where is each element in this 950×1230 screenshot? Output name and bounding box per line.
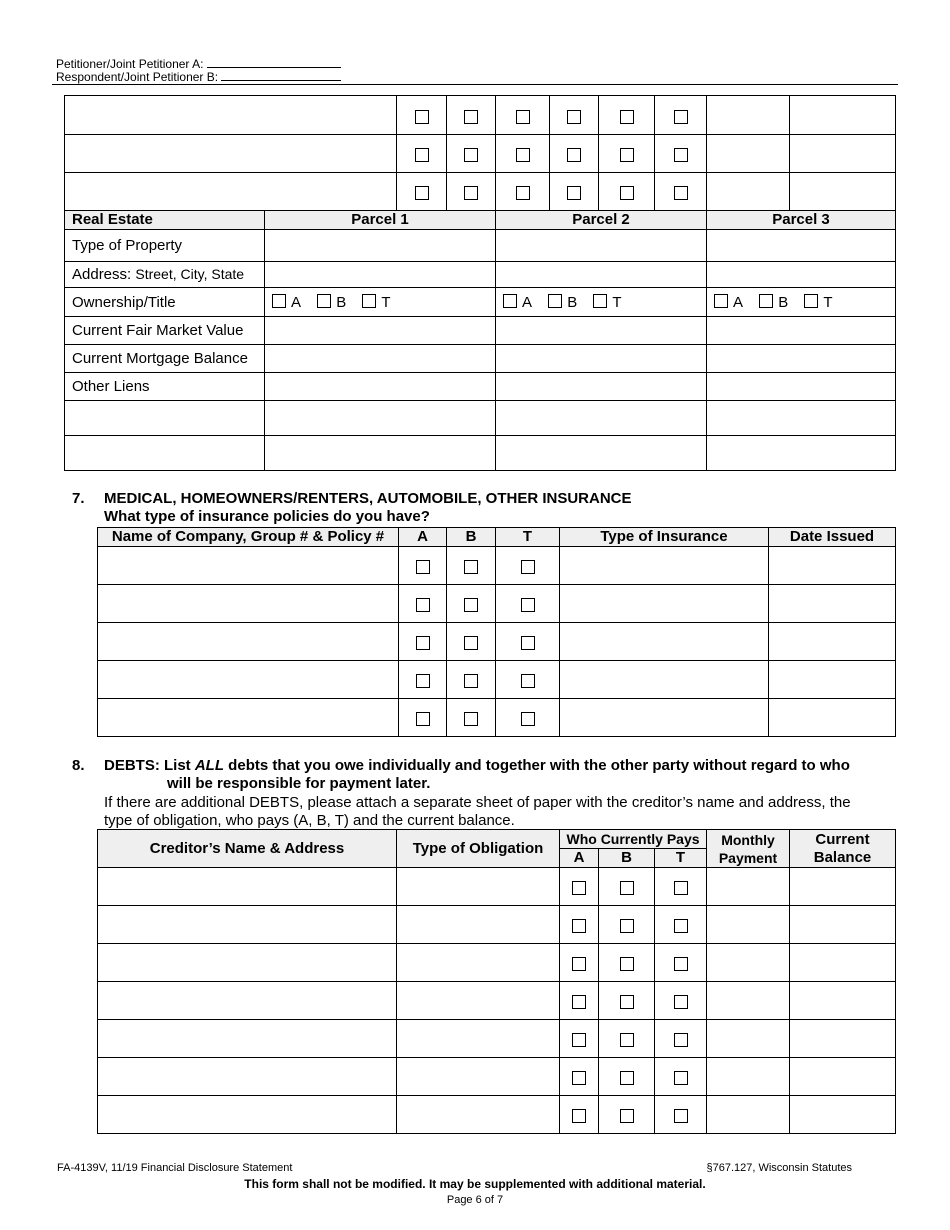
- parcel-1-heading: Parcel 1: [265, 211, 496, 230]
- col-obligation: Type of Obligation: [397, 830, 560, 868]
- date-issued-field[interactable]: [769, 585, 896, 623]
- col-company: Name of Company, Group # & Policy #: [98, 528, 399, 547]
- checkbox[interactable]: [674, 148, 688, 162]
- obligation-field[interactable]: [397, 868, 560, 906]
- page-number: Page 6 of 7: [446, 1194, 504, 1206]
- parcel-1-address-field[interactable]: [265, 262, 496, 288]
- checkbox-t[interactable]: [674, 957, 688, 971]
- real-estate-table: [64, 95, 896, 471]
- checkbox-b[interactable]: [620, 995, 634, 1009]
- table-row: [65, 317, 896, 345]
- checkbox-t[interactable]: [362, 294, 376, 308]
- col-t: T: [496, 528, 560, 547]
- parcel-2-heading: Parcel 2: [496, 211, 707, 230]
- checkbox-b[interactable]: [548, 294, 562, 308]
- section-8-number: 8.: [72, 757, 85, 774]
- checkbox-t[interactable]: [521, 674, 535, 688]
- date-issued-field[interactable]: [769, 661, 896, 699]
- col-insurance-type: Type of Insurance: [560, 528, 769, 547]
- type-of-property-label: Type of Property: [65, 230, 265, 262]
- checkbox-b[interactable]: [759, 294, 773, 308]
- creditor-field[interactable]: [98, 944, 397, 982]
- checkbox-b[interactable]: [620, 1071, 634, 1085]
- section-7-question: What type of insurance policies do you have?: [104, 508, 430, 525]
- value-cell[interactable]: [790, 135, 896, 173]
- creditor-field[interactable]: [98, 1096, 397, 1134]
- obligation-field[interactable]: [397, 1096, 560, 1134]
- current-balance-field[interactable]: [790, 944, 896, 982]
- current-balance-field[interactable]: [790, 1020, 896, 1058]
- section-8-note-line-2: type of obligation, who pays (A, B, T) and the current balance.: [104, 812, 515, 829]
- checkbox-a[interactable]: [416, 712, 430, 726]
- parcel-3-liens-field[interactable]: [707, 373, 896, 401]
- col-monthly-payment: Monthly Payment: [707, 830, 790, 868]
- checkbox-t[interactable]: [521, 636, 535, 650]
- checkbox-b[interactable]: [464, 598, 478, 612]
- checkbox-a[interactable]: [416, 560, 430, 574]
- extra-label-field[interactable]: [65, 436, 265, 471]
- table-row: [65, 96, 896, 135]
- obligation-field[interactable]: [397, 1058, 560, 1096]
- parcel-2-fmv-field[interactable]: [496, 317, 707, 345]
- value-cell[interactable]: [707, 173, 790, 211]
- checkbox[interactable]: [415, 110, 429, 124]
- parcel-2-liens-field[interactable]: [496, 373, 707, 401]
- parcel-2-mortgage-field[interactable]: [496, 345, 707, 373]
- header-divider: [52, 84, 898, 85]
- description-cell[interactable]: [65, 173, 397, 211]
- checkbox[interactable]: [674, 110, 688, 124]
- current-balance-field[interactable]: [790, 906, 896, 944]
- date-issued-field[interactable]: [769, 623, 896, 661]
- table-row: [65, 345, 896, 373]
- table-row: [98, 623, 896, 661]
- checkbox-b[interactable]: [620, 1109, 634, 1123]
- parcel-3-heading: Parcel 3: [707, 211, 896, 230]
- col-a: A: [399, 528, 447, 547]
- col-b: B: [447, 528, 496, 547]
- checkbox-b[interactable]: [464, 636, 478, 650]
- parcel-3-type-field[interactable]: [707, 230, 896, 262]
- address-label: Address: Street, City, State: [65, 262, 265, 288]
- checkbox[interactable]: [620, 110, 634, 124]
- current-balance-field[interactable]: [790, 1096, 896, 1134]
- mortgage-balance-label: Current Mortgage Balance: [65, 345, 265, 373]
- checkbox[interactable]: [567, 148, 581, 162]
- checkbox[interactable]: [516, 148, 530, 162]
- company-field[interactable]: [98, 547, 399, 585]
- date-issued-field[interactable]: [769, 547, 896, 585]
- insurance-type-field[interactable]: [560, 699, 769, 737]
- parcel-2-extra-field[interactable]: [496, 401, 707, 436]
- col-date-issued: Date Issued: [769, 528, 896, 547]
- company-field[interactable]: [98, 661, 399, 699]
- checkbox-b[interactable]: [620, 1033, 634, 1047]
- insurance-type-field[interactable]: [560, 547, 769, 585]
- parcel-1-fmv-field[interactable]: [265, 317, 496, 345]
- real-estate-heading: Real Estate: [65, 211, 265, 230]
- parcel-1-extra-field[interactable]: [265, 436, 496, 471]
- company-field[interactable]: [98, 699, 399, 737]
- description-cell[interactable]: [65, 96, 397, 135]
- parcel-3-mortgage-field[interactable]: [707, 345, 896, 373]
- checkbox-b[interactable]: [620, 919, 634, 933]
- current-balance-field[interactable]: [790, 982, 896, 1020]
- col-current-balance: Current Balance: [790, 830, 896, 868]
- checkbox-b[interactable]: [620, 957, 634, 971]
- checkbox-a[interactable]: [572, 1109, 586, 1123]
- checkbox-b[interactable]: [464, 712, 478, 726]
- modification-notice: This form shall not be modified. It may be supplemented with additional material.: [244, 1177, 706, 1191]
- checkbox-t[interactable]: [674, 881, 688, 895]
- table-row: [98, 868, 896, 906]
- extra-label-field[interactable]: [65, 401, 265, 436]
- table-row: [98, 661, 896, 699]
- parcel-3-ownership: A B T: [707, 288, 896, 317]
- checkbox[interactable]: [567, 110, 581, 124]
- checkbox-a[interactable]: [572, 1033, 586, 1047]
- section-7-number: 7.: [72, 490, 85, 507]
- checkbox-a[interactable]: [572, 957, 586, 971]
- insurance-table: [97, 527, 896, 737]
- parcel-2-extra-field[interactable]: [496, 436, 707, 471]
- creditor-field[interactable]: [98, 1058, 397, 1096]
- monthly-payment-field[interactable]: [707, 1058, 790, 1096]
- col-t: T: [655, 849, 707, 868]
- parcel-2-type-field[interactable]: [496, 230, 707, 262]
- creditor-field[interactable]: [98, 982, 397, 1020]
- ownership-label: Ownership/Title: [65, 288, 265, 317]
- checkbox[interactable]: [567, 186, 581, 200]
- statute-reference: §767.127, Wisconsin Statutes: [706, 1162, 852, 1174]
- checkbox-t[interactable]: [674, 1033, 688, 1047]
- debts-table: [97, 829, 896, 1134]
- table-row: [65, 135, 896, 173]
- checkbox-a[interactable]: [416, 674, 430, 688]
- table-row: [98, 585, 896, 623]
- petitioner-label: Petitioner/Joint Petitioner A:: [56, 57, 204, 71]
- checkbox-a[interactable]: [416, 598, 430, 612]
- checkbox-t[interactable]: [593, 294, 607, 308]
- respondent-line: [56, 70, 341, 84]
- checkbox[interactable]: [464, 186, 478, 200]
- col-who-pays: Who Currently Pays: [560, 830, 707, 849]
- insurance-type-field[interactable]: [560, 623, 769, 661]
- parcel-3-address-field[interactable]: [707, 262, 896, 288]
- checkbox[interactable]: [620, 148, 634, 162]
- value-cell[interactable]: [790, 173, 896, 211]
- table-row: [65, 373, 896, 401]
- obligation-field[interactable]: [397, 944, 560, 982]
- checkbox-t[interactable]: [674, 919, 688, 933]
- checkbox[interactable]: [516, 110, 530, 124]
- checkbox-t[interactable]: [521, 598, 535, 612]
- checkbox-t[interactable]: [674, 1071, 688, 1085]
- checkbox-a[interactable]: [572, 919, 586, 933]
- checkbox-t[interactable]: [674, 995, 688, 1009]
- creditor-field[interactable]: [98, 1020, 397, 1058]
- table-row: [65, 401, 896, 436]
- parcel-2-ownership: A B T: [496, 288, 707, 317]
- real-estate-header-row: [65, 211, 896, 230]
- section-7-title: MEDICAL, HOMEOWNERS/RENTERS, AUTOMOBILE, OTHER INSURANCE: [104, 490, 632, 507]
- respondent-name-field[interactable]: [221, 70, 341, 81]
- section-8-note-line-1: If there are additional DEBTS, please attach a separate sheet of paper with the creditor’s name and address, the: [104, 794, 851, 811]
- table-row: [98, 1058, 896, 1096]
- col-b: B: [599, 849, 655, 868]
- monthly-payment-field[interactable]: [707, 1020, 790, 1058]
- checkbox-a[interactable]: [572, 995, 586, 1009]
- form-id: FA-4139V, 11/19 Financial Disclosure Statement: [57, 1162, 293, 1174]
- description-cell[interactable]: [65, 135, 397, 173]
- debts-header-row: [98, 830, 896, 849]
- insurance-type-field[interactable]: [560, 585, 769, 623]
- current-balance-field[interactable]: [790, 1058, 896, 1096]
- insurance-header-row: [98, 528, 896, 547]
- checkbox-a[interactable]: [503, 294, 517, 308]
- checkbox[interactable]: [620, 186, 634, 200]
- parcel-2-address-field[interactable]: [496, 262, 707, 288]
- table-row: [98, 982, 896, 1020]
- checkbox-a[interactable]: [272, 294, 286, 308]
- parcel-1-ownership: A B T: [265, 288, 496, 317]
- monthly-payment-field[interactable]: [707, 868, 790, 906]
- checkbox-a[interactable]: [572, 1071, 586, 1085]
- parcel-1-mortgage-field[interactable]: [265, 345, 496, 373]
- ownership-row: [65, 288, 896, 317]
- table-row: [98, 1096, 896, 1134]
- checkbox[interactable]: [415, 148, 429, 162]
- table-row: [65, 262, 896, 288]
- fair-market-value-label: Current Fair Market Value: [65, 317, 265, 345]
- section-8-title-line-2: will be responsible for payment later.: [167, 775, 431, 792]
- petitioner-name-field[interactable]: [207, 57, 341, 68]
- table-row: [65, 436, 896, 471]
- monthly-payment-field[interactable]: [707, 944, 790, 982]
- table-row: [65, 230, 896, 262]
- value-cell[interactable]: [790, 96, 896, 135]
- table-row: [98, 1020, 896, 1058]
- parcel-1-type-field[interactable]: [265, 230, 496, 262]
- checkbox[interactable]: [516, 186, 530, 200]
- creditor-field[interactable]: [98, 906, 397, 944]
- parcel-3-extra-field[interactable]: [707, 401, 896, 436]
- monthly-payment-field[interactable]: [707, 982, 790, 1020]
- parcel-3-extra-field[interactable]: [707, 436, 896, 471]
- section-8-title: DEBTS: List ALL debts that you owe individually and together with the other party without regard to who: [104, 757, 850, 774]
- obligation-field[interactable]: [397, 1020, 560, 1058]
- col-a: A: [560, 849, 599, 868]
- other-liens-label: Other Liens: [65, 373, 265, 401]
- checkbox[interactable]: [464, 110, 478, 124]
- parcel-3-fmv-field[interactable]: [707, 317, 896, 345]
- checkbox-b[interactable]: [317, 294, 331, 308]
- checkbox-t[interactable]: [521, 560, 535, 574]
- checkbox-a[interactable]: [714, 294, 728, 308]
- checkbox-b[interactable]: [620, 881, 634, 895]
- insurance-type-field[interactable]: [560, 661, 769, 699]
- obligation-field[interactable]: [397, 982, 560, 1020]
- checkbox[interactable]: [464, 148, 478, 162]
- checkbox-a[interactable]: [572, 881, 586, 895]
- table-row: [65, 173, 896, 211]
- table-row: [98, 906, 896, 944]
- table-row: [98, 699, 896, 737]
- table-row: [98, 547, 896, 585]
- company-field[interactable]: [98, 623, 399, 661]
- col-creditor: Creditor’s Name & Address: [98, 830, 397, 868]
- date-issued-field[interactable]: [769, 699, 896, 737]
- checkbox-t[interactable]: [804, 294, 818, 308]
- respondent-label: Respondent/Joint Petitioner B:: [56, 70, 219, 84]
- value-cell[interactable]: [707, 96, 790, 135]
- monthly-payment-field[interactable]: [707, 906, 790, 944]
- table-row: [98, 944, 896, 982]
- parcel-1-liens-field[interactable]: [265, 373, 496, 401]
- checkbox-t[interactable]: [521, 712, 535, 726]
- checkbox[interactable]: [415, 186, 429, 200]
- parcel-1-extra-field[interactable]: [265, 401, 496, 436]
- checkbox-t[interactable]: [674, 1109, 688, 1123]
- checkbox-b[interactable]: [464, 560, 478, 574]
- petitioner-line: [56, 57, 341, 71]
- current-balance-field[interactable]: [790, 868, 896, 906]
- company-field[interactable]: [98, 585, 399, 623]
- obligation-field[interactable]: [397, 906, 560, 944]
- checkbox[interactable]: [674, 186, 688, 200]
- monthly-payment-field[interactable]: [707, 1096, 790, 1134]
- value-cell[interactable]: [707, 135, 790, 173]
- checkbox-b[interactable]: [464, 674, 478, 688]
- creditor-field[interactable]: [98, 868, 397, 906]
- checkbox-a[interactable]: [416, 636, 430, 650]
